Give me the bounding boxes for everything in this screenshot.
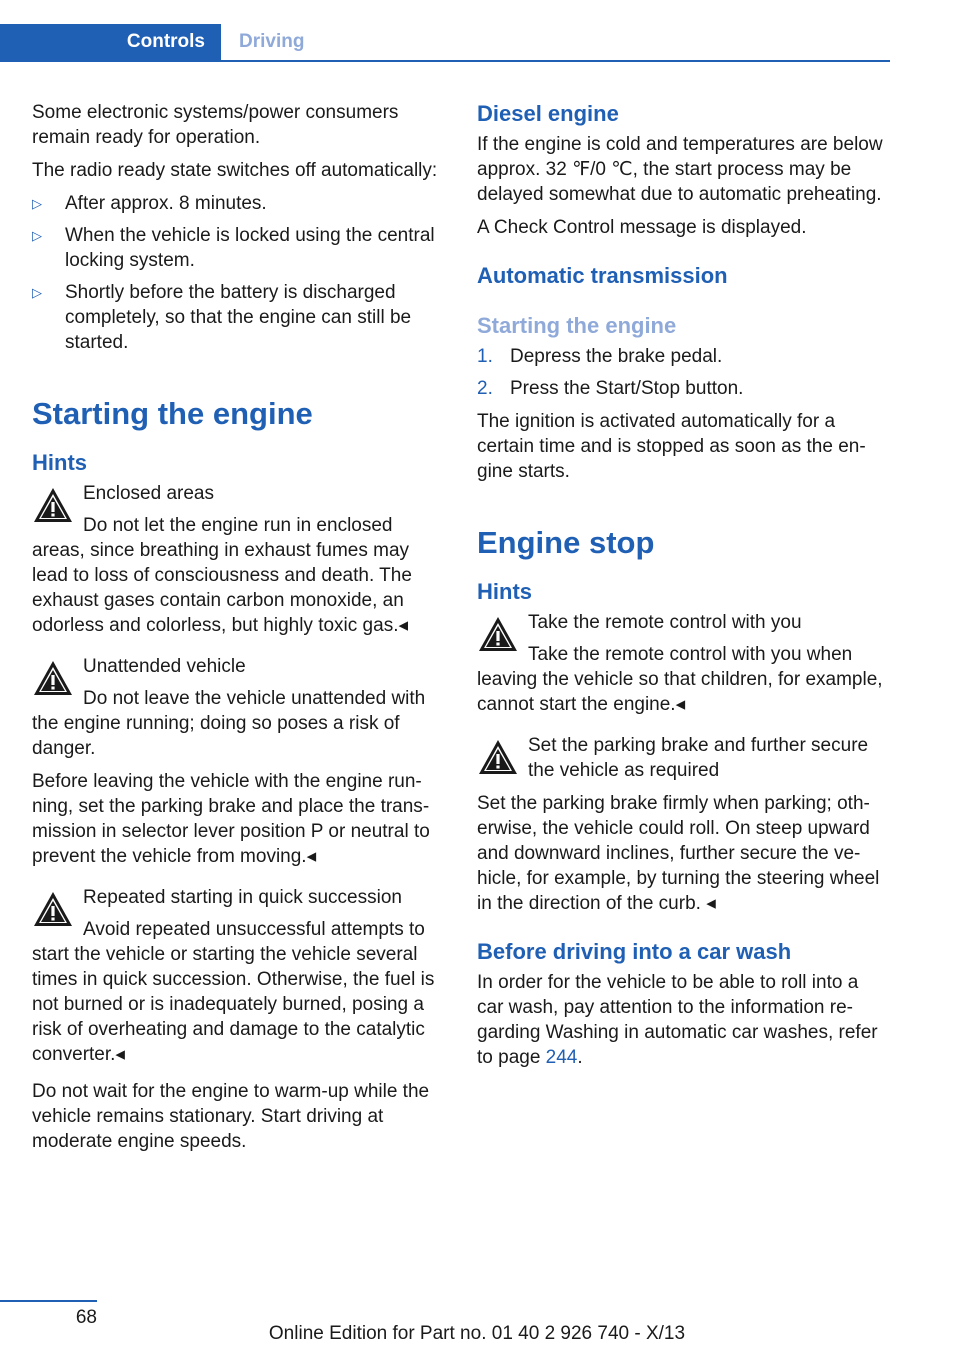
warning-title: Repeated starting in quick succession [83, 887, 402, 908]
list-item-text: Press the Start/Stop button. [510, 378, 744, 399]
triangle-bullet-icon: ▷ [32, 196, 42, 211]
page-reference-link[interactable]: 244 [545, 1047, 578, 1068]
warning-triangle-icon [477, 737, 519, 777]
paragraph: If the engine is cold and temperatures are below approx. 32 ℉/0 ℃, the start process may be delayed somewhat due to automatic preheating. [477, 134, 883, 205]
warning-block [477, 610, 889, 717]
paragraph: Before leaving the vehicle with the engine running, set the parking brake and place the transmission in selector lever position P or neutral to prevent the vehicle from moving.◂ [32, 771, 430, 867]
list-item-text: When the vehicle is locked using the central locking system. [65, 225, 435, 271]
tab-driving[interactable]: Driving [239, 31, 305, 52]
list-item [477, 376, 889, 401]
list-item-text: After approx. 8 minutes. [65, 193, 267, 214]
section-title: Engine stop [477, 525, 655, 560]
paragraph: Some electronic systems/power consumers remain ready for operation. [32, 102, 399, 148]
subsection-title: Before driving into a car wash [477, 939, 792, 964]
triangle-bullet-icon: ▷ [32, 228, 42, 243]
numbered-list [477, 344, 889, 401]
right-column [477, 100, 889, 1078]
warning-title: Set the parking brake and further secure the vehicle as required [528, 735, 869, 781]
triangle-bullet-icon: ▷ [32, 285, 42, 300]
section-title: Starting the engine [32, 396, 313, 431]
warning-triangle-icon [32, 485, 74, 525]
subsubsection-title: Starting the engine [477, 313, 677, 338]
warning-text: Take the remote control with you when leaving the vehicle so that children, for example, cannot start the engine.◂ [477, 644, 883, 715]
header-divider [0, 60, 890, 62]
tab-controls[interactable]: Controls [0, 24, 221, 60]
warning-triangle-icon [477, 614, 519, 654]
edition-note: Online Edition for Part no. 01 40 2 926 740 - X/13 [268, 1323, 686, 1344]
step-number: 1. [477, 346, 493, 367]
list-item [32, 223, 444, 273]
step-number: 2. [477, 378, 493, 399]
subsection-title: Hints [477, 579, 532, 604]
warning-title: Take the remote control with you [528, 612, 802, 633]
bullet-list [32, 191, 444, 355]
paragraph: The radio ready state switches off automatically: [32, 160, 438, 181]
warning-triangle-icon [32, 889, 74, 929]
subsection-title: Hints [32, 450, 87, 475]
list-item-text: Depress the brake pedal. [510, 346, 723, 367]
warning-text: Do not leave the vehicle unattended with the engine running; doing so poses a risk of danger. [32, 688, 426, 759]
paragraph: Do not wait for the engine to warm-up while the vehicle remains stationary. Start driving at moderate engine speeds. [32, 1081, 430, 1152]
warning-text: Avoid repeated unsuccessful attempts to start the vehicle or starting the vehicle several times in quick succession. Otherwise, the fuel is not burned or is inadequately burned, posing a risk of overheating and damage to the catalytic converter.◂ [32, 919, 435, 1065]
warning-title: Enclosed areas [83, 483, 214, 504]
list-item-text: Shortly before the battery is discharged completely, so that the engine can still be started. [65, 282, 412, 353]
warning-block [32, 481, 444, 638]
paragraph-end: . [577, 1047, 583, 1068]
warning-block [32, 654, 444, 761]
list-item [477, 344, 889, 369]
paragraph-text: In order for the vehicle to be able to roll into a car wash, pay attention to the information regarding Washing in automatic car washes, refer to page [477, 972, 878, 1068]
paragraph [477, 970, 889, 1070]
list-item [32, 280, 444, 355]
footer-divider [0, 1300, 97, 1302]
left-column [32, 100, 444, 1162]
warning-triangle-icon [32, 658, 74, 698]
header-bar [0, 24, 890, 62]
paragraph: Set the parking brake firmly when parking; otherwise, the vehicle could roll. On steep upward and downward inclines, further secure the vehicle, for example, by turning the steering wheel in the direction of the curb. ◂ [477, 793, 880, 914]
list-item [32, 191, 444, 216]
paragraph: The ignition is activated automatically for a certain time and is stopped as soon as the engine starts. [477, 411, 866, 482]
page-number: 68 [75, 1307, 97, 1328]
warning-title: Unattended vehicle [83, 656, 246, 677]
warning-text: Do not let the engine run in enclosed areas, since breathing in exhaust fumes may lead to loss of consciousness and death. The exhaust gases contain carbon monoxide, an odorless and colorless, but highly toxic gas.◂ [32, 515, 412, 636]
subsection-title: Automatic transmission [477, 263, 728, 288]
warning-block [32, 885, 444, 1067]
paragraph: A Check Control message is displayed. [477, 217, 807, 238]
subsection-title: Diesel engine [477, 101, 619, 126]
warning-block [477, 733, 889, 783]
